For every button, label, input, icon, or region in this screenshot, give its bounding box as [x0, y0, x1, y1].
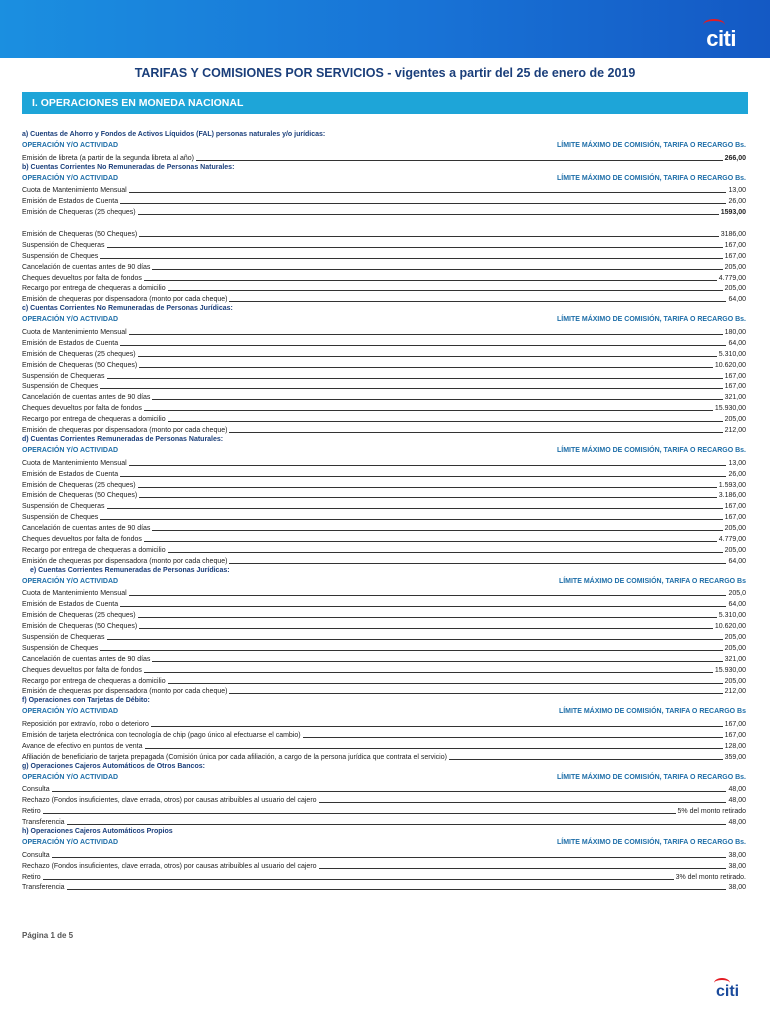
fee-value: 4.779,00 — [718, 535, 746, 543]
tariff-row — [22, 816, 746, 827]
leader-line — [319, 868, 727, 869]
operation-label: Emisión de chequeras por dispensadora (monto por cada cheque) — [22, 296, 228, 304]
operation-label: Emisión de Chequeras (25 cheques) — [22, 209, 136, 217]
leader-line — [152, 661, 722, 662]
operation-label: Transferencia — [22, 819, 65, 827]
leader-line — [152, 530, 722, 531]
fee-value: 48,00 — [728, 819, 746, 827]
limit-column-header: LÍMITE MÁXIMO DE COMISIÓN, TARIFA O RECARGO Bs. — [556, 446, 746, 454]
operation-label: Retiro — [22, 873, 41, 881]
column-header-row — [22, 446, 746, 457]
fee-value: 1.593,00 — [718, 481, 746, 489]
fee-value: 205,00 — [724, 285, 746, 293]
leader-line — [145, 748, 723, 749]
operation-label: Reposición por extravío, robo o deterioro — [22, 721, 149, 729]
fee-value: 180,00 — [724, 329, 746, 337]
fee-value: 64,00 — [728, 601, 746, 609]
operation-label: Retiro — [22, 808, 41, 816]
fee-value: 205,00 — [724, 416, 746, 424]
leader-line — [43, 879, 674, 880]
operation-label: Suspensión de Chequeras — [22, 633, 105, 641]
operation-column-header: OPERACIÓN Y/O ACTIVIDAD — [22, 174, 119, 182]
leader-line — [100, 650, 722, 651]
tariff-row — [22, 555, 746, 566]
operation-label: Cuota de Mantenimiento Mensual — [22, 459, 127, 467]
tariff-row — [22, 457, 746, 468]
footer-citi-logo: citi — [716, 983, 739, 1001]
limit-column-header: LÍMITE MÁXIMO DE COMISIÓN, TARIFA O RECARGO Bs — [558, 708, 746, 716]
operation-label: Transferencia — [22, 884, 65, 892]
leader-line — [229, 693, 722, 694]
fee-value: 26,00 — [728, 470, 746, 478]
fee-value: 4.779,00 — [718, 274, 746, 282]
fee-value: 321,00 — [724, 394, 746, 402]
fee-value: 167,00 — [724, 721, 746, 729]
operation-label: Emisión de chequeras por dispensadora (monto por cada cheque) — [22, 427, 228, 435]
operation-label: Cuota de Mantenimiento Mensual — [22, 590, 127, 598]
tariff-row — [22, 206, 746, 217]
operation-label: Suspensión de Cheques — [22, 383, 99, 391]
leader-line — [107, 508, 723, 509]
tariff-row — [22, 359, 746, 370]
column-header-row — [22, 707, 746, 718]
leader-line — [120, 476, 726, 477]
fee-value: 128,00 — [724, 742, 746, 750]
operation-label: Cheques devueltos por falta de fondos — [22, 535, 142, 543]
leader-line — [67, 824, 727, 825]
operation-label: Emisión de chequeras por dispensadora (monto por cada cheque) — [22, 688, 228, 696]
leader-line — [138, 214, 719, 215]
tariff-table — [22, 130, 746, 892]
column-header-row — [22, 141, 746, 152]
tariff-row — [22, 261, 746, 272]
limit-column-header: LÍMITE MÁXIMO DE COMISIÓN, TARIFA O RECARGO Bs. — [556, 141, 746, 149]
leader-line — [43, 813, 676, 814]
leader-line — [319, 802, 727, 803]
fee-value: 167,00 — [724, 514, 746, 522]
operation-column-header: OPERACIÓN Y/O ACTIVIDAD — [22, 708, 119, 716]
operation-label: Afiliación de beneficiario de tarjeta prepagada (Comisión única por cada afiliación, a cargo de la persona jurídica que contrata el servicio) — [22, 753, 447, 761]
leader-line — [152, 269, 722, 270]
tariff-row — [22, 468, 746, 479]
leader-line — [129, 334, 723, 335]
column-header-row — [22, 838, 746, 849]
tariff-row — [22, 609, 746, 620]
operation-column-header: OPERACIÓN Y/O ACTIVIDAD — [22, 446, 119, 454]
fee-value: 5.310,00 — [718, 612, 746, 620]
tariff-row — [22, 686, 746, 697]
tariff-row — [22, 631, 746, 642]
tariff-row — [22, 479, 746, 490]
operation-label: Recargo por entrega de chequeras a domicilio — [22, 416, 166, 424]
leader-line — [144, 541, 717, 542]
column-header-row — [22, 315, 746, 326]
leader-line — [144, 280, 717, 281]
fee-value: 38,00 — [728, 884, 746, 892]
operation-label: Cuota de Mantenimiento Mensual — [22, 187, 127, 195]
leader-line — [139, 367, 713, 368]
leader-line — [168, 683, 723, 684]
leader-line — [100, 388, 722, 389]
tariff-row — [22, 860, 746, 871]
operation-label: Emisión de Estados de Cuenta — [22, 198, 119, 206]
limit-column-header: LÍMITE MÁXIMO DE COMISIÓN, TARIFA O RECARGO Bs. — [556, 839, 746, 846]
fee-value: 15.930,00 — [714, 405, 746, 413]
fee-value: 205,00 — [724, 677, 746, 685]
operation-label: Emisión de Chequeras (50 Cheques) — [22, 623, 138, 631]
operation-label: Cancelación de cuentas antes de 90 días — [22, 655, 151, 663]
leader-line — [67, 889, 727, 890]
subsection-title: e) Cuentas Corrientes Remuneradas de Personas Jurídicas: — [30, 566, 230, 574]
operation-column-header: OPERACIÓN Y/O ACTIVIDAD — [22, 839, 119, 846]
fee-value: 15.930,00 — [714, 666, 746, 674]
subsection-title: a) Cuentas de Ahorro y Fondos de Activos Líquidos (FAL) personas naturales y/o jurídicas: — [22, 131, 326, 138]
operation-column-header: OPERACIÓN Y/O ACTIVIDAD — [22, 773, 119, 781]
tariff-row — [22, 588, 746, 599]
tariff-row — [22, 511, 746, 522]
operation-label: Emisión de Estados de Cuenta — [22, 339, 119, 347]
tariff-row — [22, 337, 746, 348]
leader-line — [168, 552, 723, 553]
fee-value: 10.620,00 — [714, 623, 746, 631]
tariff-row — [22, 283, 746, 294]
operation-label: Suspensión de Cheques — [22, 252, 99, 260]
fee-value: 5% del monto retirado — [677, 808, 746, 816]
tariff-row — [22, 805, 746, 816]
tariff-row — [22, 522, 746, 533]
leader-line — [120, 203, 726, 204]
tariff-row — [22, 794, 746, 805]
operation-label: Suspensión de Chequeras — [22, 372, 105, 380]
tariff-row — [22, 490, 746, 501]
fee-value: 167,00 — [724, 383, 746, 391]
leader-line — [129, 192, 727, 193]
operation-label: Emisión de tarjeta electrónica con tecnología de chip (pago único al efectuarse el cambio) — [22, 731, 301, 739]
tariff-row — [22, 653, 746, 664]
fee-value: 321,00 — [724, 655, 746, 663]
leader-line — [303, 737, 723, 738]
operation-column-header: OPERACIÓN Y/O ACTIVIDAD — [22, 141, 119, 149]
tariff-row — [22, 391, 746, 402]
operation-label: Cuota de Mantenimiento Mensual — [22, 329, 127, 337]
tariff-row — [22, 882, 746, 893]
tariff-row — [22, 718, 746, 729]
leader-line — [449, 759, 723, 760]
leader-line — [52, 791, 727, 792]
logo-arc-icon — [714, 978, 730, 988]
fee-value: 212,00 — [724, 427, 746, 435]
operation-label: Recargo por entrega de chequeras a domicilio — [22, 285, 166, 293]
fee-value: 3186,00 — [720, 231, 746, 239]
operation-label: Cancelación de cuentas antes de 90 días — [22, 263, 151, 271]
operation-label: Avance de efectivo en puntos de venta — [22, 742, 143, 750]
operation-label: Cancelación de cuentas antes de 90 días — [22, 525, 151, 533]
fee-value: 205,0 — [728, 590, 746, 598]
leader-line — [138, 356, 717, 357]
operation-label: Emisión de chequeras por dispensadora (monto por cada cheque) — [22, 557, 228, 565]
leader-line — [168, 290, 723, 291]
tariff-row — [22, 326, 746, 337]
tariff-row — [22, 751, 746, 762]
operation-label: Cheques devueltos por falta de fondos — [22, 666, 142, 674]
fee-value: 359,00 — [724, 753, 746, 761]
fee-value: 64,00 — [728, 296, 746, 304]
operation-label: Rechazo (Fondos insuficientes, clave errada, otros) por causas atribuibles al usuario del cajero — [22, 797, 317, 805]
tariff-row — [22, 152, 746, 163]
column-header-row — [22, 577, 746, 588]
tariff-row — [22, 871, 746, 882]
leader-line — [168, 421, 723, 422]
fee-value: 205,00 — [724, 633, 746, 641]
tariff-row — [22, 533, 746, 544]
fee-value: 1593,00 — [720, 209, 746, 217]
leader-line — [229, 563, 726, 564]
tariff-row — [22, 402, 746, 413]
fee-value: 38,00 — [728, 851, 746, 859]
operation-label: Recargo por entrega de chequeras a domicilio — [22, 677, 166, 685]
leader-line — [152, 399, 722, 400]
tariff-row — [22, 195, 746, 206]
fee-value: 212,00 — [724, 688, 746, 696]
logo-arc-icon — [703, 19, 725, 31]
fee-value: 13,00 — [728, 187, 746, 195]
leader-line — [229, 301, 726, 302]
header-banner — [0, 0, 770, 58]
tariff-row — [22, 413, 746, 424]
tariff-row — [22, 370, 746, 381]
leader-line — [129, 465, 727, 466]
section-heading: I. OPERACIONES EN MONEDA NACIONAL — [22, 92, 748, 114]
operation-label: Emisión de Chequeras (25 cheques) — [22, 481, 136, 489]
tariff-row — [22, 784, 746, 795]
operation-label: Cheques devueltos por falta de fondos — [22, 405, 142, 413]
fee-value: 3% del monto retirado. — [675, 873, 746, 881]
leader-line — [139, 236, 719, 237]
column-header-row — [22, 773, 746, 784]
operation-label: Suspensión de Cheques — [22, 644, 99, 652]
subsection-title: f) Operaciones con Tarjetas de Débito: — [22, 697, 150, 705]
leader-line — [139, 628, 713, 629]
tariff-row — [22, 729, 746, 740]
fee-value: 3.186,00 — [718, 492, 746, 500]
spacer — [22, 217, 746, 228]
tariff-row — [22, 849, 746, 860]
tariff-row — [22, 675, 746, 686]
fee-value: 205,00 — [724, 263, 746, 271]
tariff-row — [22, 598, 746, 609]
tariff-row — [22, 664, 746, 675]
fee-value: 48,00 — [728, 786, 746, 794]
leader-line — [120, 606, 726, 607]
fee-value: 26,00 — [728, 198, 746, 206]
leader-line — [138, 617, 717, 618]
fee-value: 10.620,00 — [714, 361, 746, 369]
leader-line — [138, 487, 717, 488]
operation-label: Consulta — [22, 786, 50, 794]
tariff-row — [22, 500, 746, 511]
tariff-row — [22, 272, 746, 283]
operation-label: Emisión de Chequeras (50 Cheques) — [22, 361, 138, 369]
leader-line — [107, 247, 723, 248]
limit-column-header: LÍMITE MÁXIMO DE COMISIÓN, TARIFA O RECARGO Bs. — [556, 773, 746, 781]
leader-line — [52, 857, 727, 858]
fee-value: 5.310,00 — [718, 350, 746, 358]
tariff-row — [22, 228, 746, 239]
subsection-title: c) Cuentas Corrientes No Remuneradas de Personas Jurídicas: — [22, 305, 233, 313]
leader-line — [107, 378, 723, 379]
fee-value: 167,00 — [724, 731, 746, 739]
tariff-row — [22, 381, 746, 392]
tariff-row — [22, 184, 746, 195]
operation-label: Suspensión de Chequeras — [22, 503, 105, 511]
fee-value: 266,00 — [724, 154, 746, 162]
operation-label: Emisión de Chequeras (25 cheques) — [22, 612, 136, 620]
tariff-row — [22, 642, 746, 653]
tariff-row — [22, 250, 746, 261]
subsection-title: g) Operaciones Cajeros Automáticos de Otros Bancos: — [22, 762, 205, 770]
operation-column-header: OPERACIÓN Y/O ACTIVIDAD — [22, 316, 119, 324]
leader-line — [144, 410, 713, 411]
limit-column-header: LÍMITE MÁXIMO DE COMISIÓN, TARIFA O RECARGO Bs — [558, 577, 746, 585]
tariff-row — [22, 348, 746, 359]
leader-line — [129, 595, 727, 596]
operation-label: Recargo por entrega de chequeras a domicilio — [22, 546, 166, 554]
operation-column-header: OPERACIÓN Y/O ACTIVIDAD — [22, 577, 119, 585]
operation-label: Emisión de Chequeras (50 Cheques) — [22, 231, 138, 239]
fee-value: 205,00 — [724, 546, 746, 554]
fee-value: 64,00 — [728, 339, 746, 347]
tariff-row — [22, 740, 746, 751]
limit-column-header: LÍMITE MÁXIMO DE COMISIÓN, TARIFA O RECARGO Bs. — [556, 174, 746, 182]
operation-label: Emisión de Chequeras (25 cheques) — [22, 350, 136, 358]
fee-value: 167,00 — [724, 252, 746, 260]
operation-label: Suspensión de Chequeras — [22, 241, 105, 249]
operation-label: Emisión de Chequeras (50 Cheques) — [22, 492, 138, 500]
leader-line — [100, 258, 722, 259]
fee-value: 167,00 — [724, 372, 746, 380]
fee-value: 167,00 — [724, 503, 746, 511]
operation-label: Emisión de Estados de Cuenta — [22, 601, 119, 609]
leader-line — [229, 432, 722, 433]
operation-label: Rechazo (Fondos insuficientes, clave errada, otros) por causas atribuibles al usuario del cajero — [22, 862, 317, 870]
fee-value: 38,00 — [728, 862, 746, 870]
tariff-row — [22, 544, 746, 555]
tariff-row — [22, 620, 746, 631]
subsection-title: b) Cuentas Corrientes No Remuneradas de Personas Naturales: — [22, 163, 235, 171]
tariff-row — [22, 293, 746, 304]
operation-label: Cancelación de cuentas antes de 90 días — [22, 394, 151, 402]
tariff-row — [22, 424, 746, 435]
leader-line — [139, 497, 717, 498]
column-header-row — [22, 174, 746, 185]
fee-value: 205,00 — [724, 644, 746, 652]
document-title: TARIFAS Y COMISIONES POR SERVICIOS - vigentes a partir del 25 de enero de 2019 — [134, 66, 636, 80]
leader-line — [120, 345, 726, 346]
subsection-title: d) Cuentas Corrientes Remuneradas de Personas Naturales: — [22, 436, 224, 444]
fee-value: 13,00 — [728, 459, 746, 467]
fee-value: 205,00 — [724, 525, 746, 533]
leader-line — [144, 672, 713, 673]
operation-label: Emisión de libreta (a partir de la segunda libreta al año) — [22, 154, 194, 162]
leader-line — [107, 639, 723, 640]
leader-line — [196, 160, 723, 161]
operation-label: Suspensión de Cheques — [22, 514, 99, 522]
operation-label: Emisión de Estados de Cuenta — [22, 470, 119, 478]
limit-column-header: LÍMITE MÁXIMO DE COMISIÓN, TARIFA O RECARGO Bs. — [556, 316, 746, 324]
tariff-row — [22, 239, 746, 250]
operation-label: Cheques devueltos por falta de fondos — [22, 274, 142, 282]
fee-value: 167,00 — [724, 241, 746, 249]
operation-label: Consulta — [22, 851, 50, 859]
subsection-title: h) Operaciones Cajeros Automáticos Propios — [22, 828, 173, 836]
leader-line — [151, 726, 723, 727]
leader-line — [100, 519, 722, 520]
citi-logo: citi — [706, 26, 736, 52]
fee-value: 48,00 — [728, 797, 746, 805]
fee-value: 64,00 — [728, 557, 746, 565]
page-number: Página 1 de 5 — [22, 931, 74, 940]
